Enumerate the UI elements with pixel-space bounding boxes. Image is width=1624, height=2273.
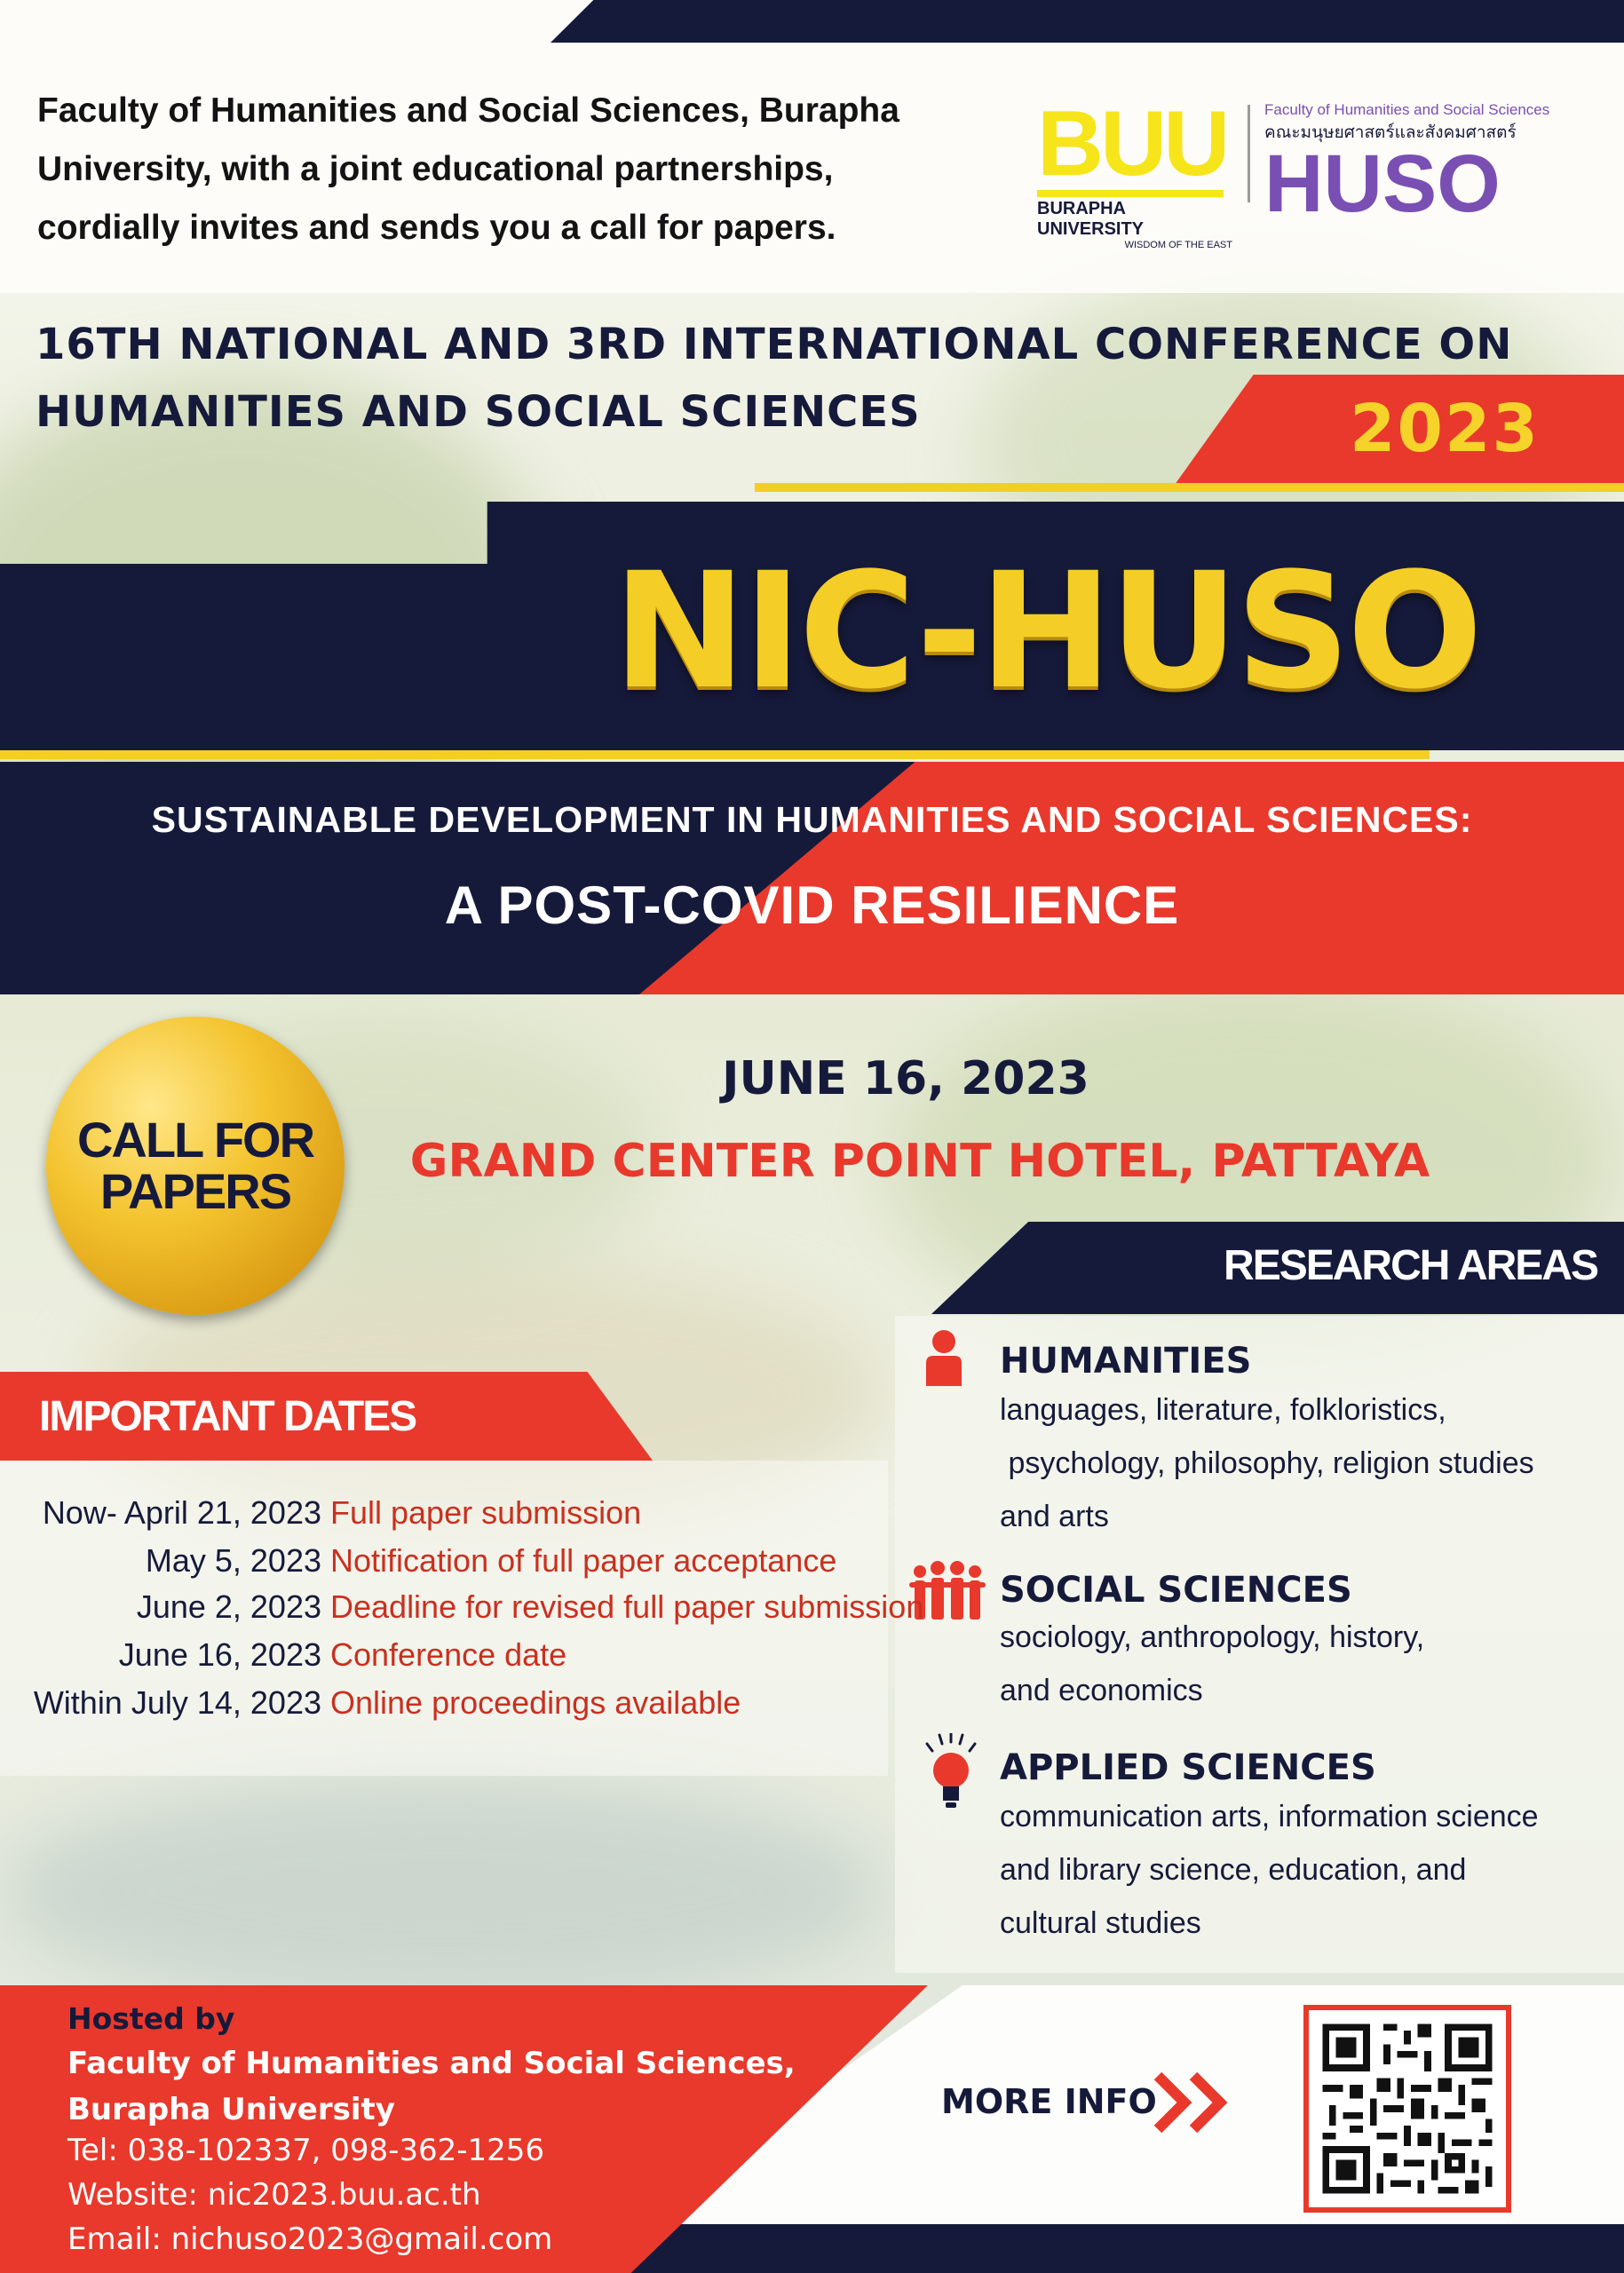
research-area-title: HUMANITIES bbox=[1000, 1341, 1252, 1382]
person-icon bbox=[922, 1327, 966, 1398]
host-name bbox=[67, 2040, 796, 2133]
date-event: Online proceedings available bbox=[330, 1684, 741, 1721]
logo-divider bbox=[1248, 105, 1250, 202]
research-area-line: sociology, anthropology, history, bbox=[1000, 1620, 1425, 1654]
research-area-line: communication arts, information science bbox=[1000, 1800, 1539, 1833]
research-areas-heading: RESEARCH AREAS bbox=[1224, 1242, 1597, 1289]
important-dates-heading: IMPORTANT DATES bbox=[39, 1393, 416, 1440]
buu-logo bbox=[1037, 92, 1232, 250]
contact-email[interactable]: Email: nichuso2023@gmail.com bbox=[67, 2222, 553, 2257]
research-area-title: APPLIED SCIENCES bbox=[1000, 1747, 1376, 1788]
intro-line: University, with a joint educational partnerships, bbox=[37, 150, 834, 188]
date-event: Notification of full paper acceptance bbox=[330, 1542, 837, 1579]
lightbulb-icon bbox=[920, 1733, 982, 1813]
contact-website[interactable]: Website: nic2023.buu.ac.th bbox=[67, 2177, 481, 2213]
theme-line-1: SUSTAINABLE DEVELOPMENT IN HUMANITIES AND SOCIAL SCIENCES: bbox=[151, 799, 1473, 840]
huso-caption-en: Faculty of Humanities and Social Sciences bbox=[1264, 101, 1550, 118]
date-value: May 5, 2023 bbox=[145, 1542, 321, 1579]
buu-logo-letters: BUU bbox=[1037, 92, 1227, 195]
date-value: Within July 14, 2023 bbox=[33, 1684, 321, 1721]
conference-date: JUNE 16, 2023 bbox=[722, 1052, 1089, 1105]
intro-line: cordially invites and sends you a call for papers. bbox=[37, 209, 836, 247]
research-area-line: and arts bbox=[1000, 1500, 1109, 1533]
intro-line: Faculty of Humanities and Social Sciences, Burapha bbox=[37, 91, 899, 130]
research-area-title: SOCIAL SCIENCES bbox=[1000, 1570, 1352, 1611]
research-area-description bbox=[1000, 1611, 1424, 1717]
date-value: Now- April 21, 2023 bbox=[42, 1494, 321, 1531]
date-event: Full paper submission bbox=[330, 1494, 642, 1531]
date-row bbox=[0, 1684, 888, 1732]
date-row bbox=[0, 1588, 924, 1636]
conference-title-line: HUMANITIES AND SOCIAL SCIENCES bbox=[36, 387, 921, 437]
date-row bbox=[0, 1542, 888, 1590]
conference-year: 2023 bbox=[1350, 391, 1540, 467]
top-accent-bar-front bbox=[551, 0, 1624, 43]
huso-caption-th: คณะมนุษยศาสตร์และสังคมศาสตร์ bbox=[1264, 123, 1517, 142]
contact-phone: Tel: 038-102337, 098-362-1256 bbox=[67, 2133, 545, 2168]
buu-logo-caption: BURAPHA UNIVERSITY bbox=[1037, 199, 1145, 239]
date-event: Conference date bbox=[330, 1636, 567, 1673]
research-area-line: and economics bbox=[1000, 1674, 1203, 1707]
conference-name: NIC-HUSO bbox=[613, 539, 1480, 725]
date-event: Deadline for revised full paper submission bbox=[330, 1588, 924, 1625]
host-name-line: Burapha University bbox=[67, 2092, 395, 2127]
name-band-left bbox=[0, 613, 533, 750]
intro-text bbox=[37, 82, 1032, 257]
more-info-label: MORE INFO bbox=[941, 2082, 1157, 2121]
date-value: June 16, 2023 bbox=[118, 1636, 321, 1673]
huso-logo bbox=[1264, 101, 1602, 229]
date-row bbox=[0, 1636, 888, 1684]
footer-navy-bar bbox=[568, 2224, 1624, 2273]
background-pool bbox=[0, 1776, 888, 2007]
research-area-line: cultural studies bbox=[1000, 1906, 1201, 1940]
research-area-description bbox=[1000, 1790, 1539, 1950]
cfp-line: CALL FOR bbox=[76, 1112, 314, 1168]
date-value: June 2, 2023 bbox=[136, 1588, 321, 1625]
gold-stripe bbox=[755, 483, 1624, 492]
double-chevron-right-icon bbox=[1153, 2071, 1241, 2134]
huso-logo-letters: HUSO bbox=[1264, 139, 1501, 229]
conference-title-line: 16TH NATIONAL AND 3RD INTERNATIONAL CONFERENCE ON bbox=[36, 320, 1513, 369]
gold-stripe bbox=[0, 750, 1430, 759]
research-area-description bbox=[1000, 1383, 1534, 1543]
host-name-line: Faculty of Humanities and Social Sciences, bbox=[67, 2046, 796, 2081]
research-area-line: psychology, philosophy, religion studies bbox=[1000, 1446, 1534, 1480]
theme-line-2: A POST-COVID RESILIENCE bbox=[444, 875, 1180, 935]
cfp-line: PAPERS bbox=[99, 1163, 291, 1219]
important-dates-panel bbox=[0, 1461, 924, 1776]
hosted-by-label: Hosted by bbox=[67, 2001, 235, 2036]
research-area-line: and library science, education, and bbox=[1000, 1853, 1467, 1887]
date-row bbox=[0, 1494, 888, 1542]
qr-code[interactable] bbox=[1303, 2005, 1511, 2213]
buu-logo-motto: WISDOM OF THE EAST bbox=[1124, 240, 1232, 250]
research-area-line: languages, literature, folkloristics, bbox=[1000, 1393, 1446, 1427]
conference-venue: GRAND CENTER POINT HOTEL, PATTAYA bbox=[409, 1135, 1430, 1188]
